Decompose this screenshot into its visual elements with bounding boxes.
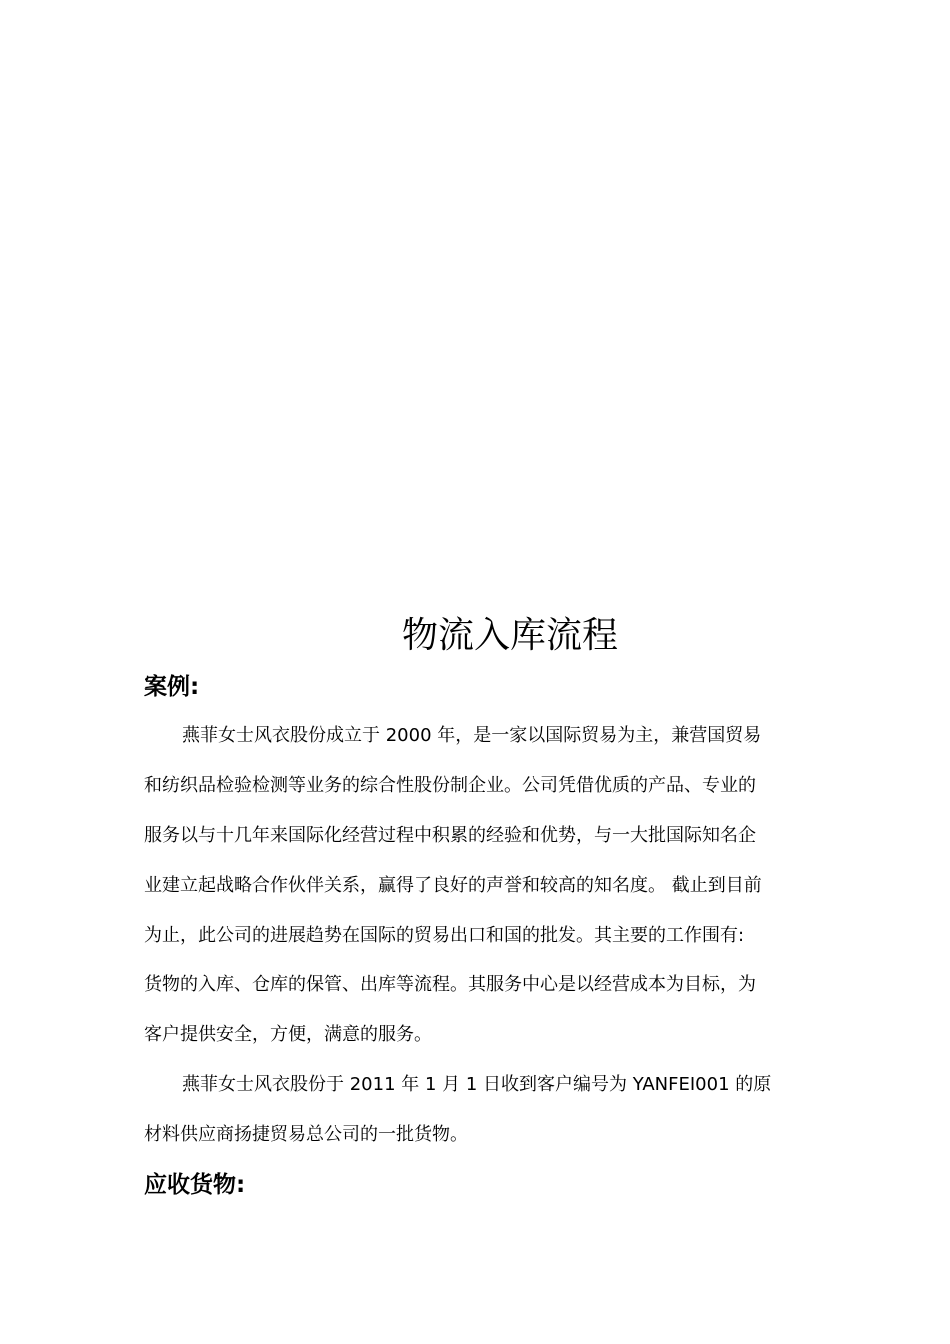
paragraph-line: 货物的入库、仓库的保管、出库等流程。其服务中心是以经营成本为目标，为 <box>144 974 756 995</box>
paragraph-line: 服务以与十几年来国际化经营过程中积累的经验和优势，与一大批国际知名企 <box>144 825 756 846</box>
paragraph-line: 燕菲女士风衣股份成立于 2000 年，是一家以国际贸易为主，兼营国贸易 <box>182 725 762 746</box>
paragraph-line: 燕菲女士风衣股份于 2011 年 1 月 1 日收到客户编号为 YANFEI001 的原 <box>182 1074 772 1095</box>
document-title: 物流入库流程 <box>401 615 618 656</box>
paragraph-line: 业建立起战略合作伙伴关系，赢得了良好的声誉和较高的知名度。 截止到目前 <box>144 875 762 896</box>
section-heading-case: 案例: <box>144 674 200 700</box>
paragraph-line: 材料供应商扬捷贸易总公司的一批货物。 <box>144 1124 468 1145</box>
paragraph-line: 客户提供安全，方便，满意的服务。 <box>144 1024 432 1045</box>
section-heading-goods: 应收货物: <box>144 1172 246 1198</box>
paragraph-line: 和纺织品检验检测等业务的综合性股份制企业。公司凭借优质的产品、专业的 <box>144 775 756 796</box>
paragraph-line: 为止，此公司的进展趋势在国际的贸易出口和国的批发。其主要的工作围有: <box>144 925 745 946</box>
